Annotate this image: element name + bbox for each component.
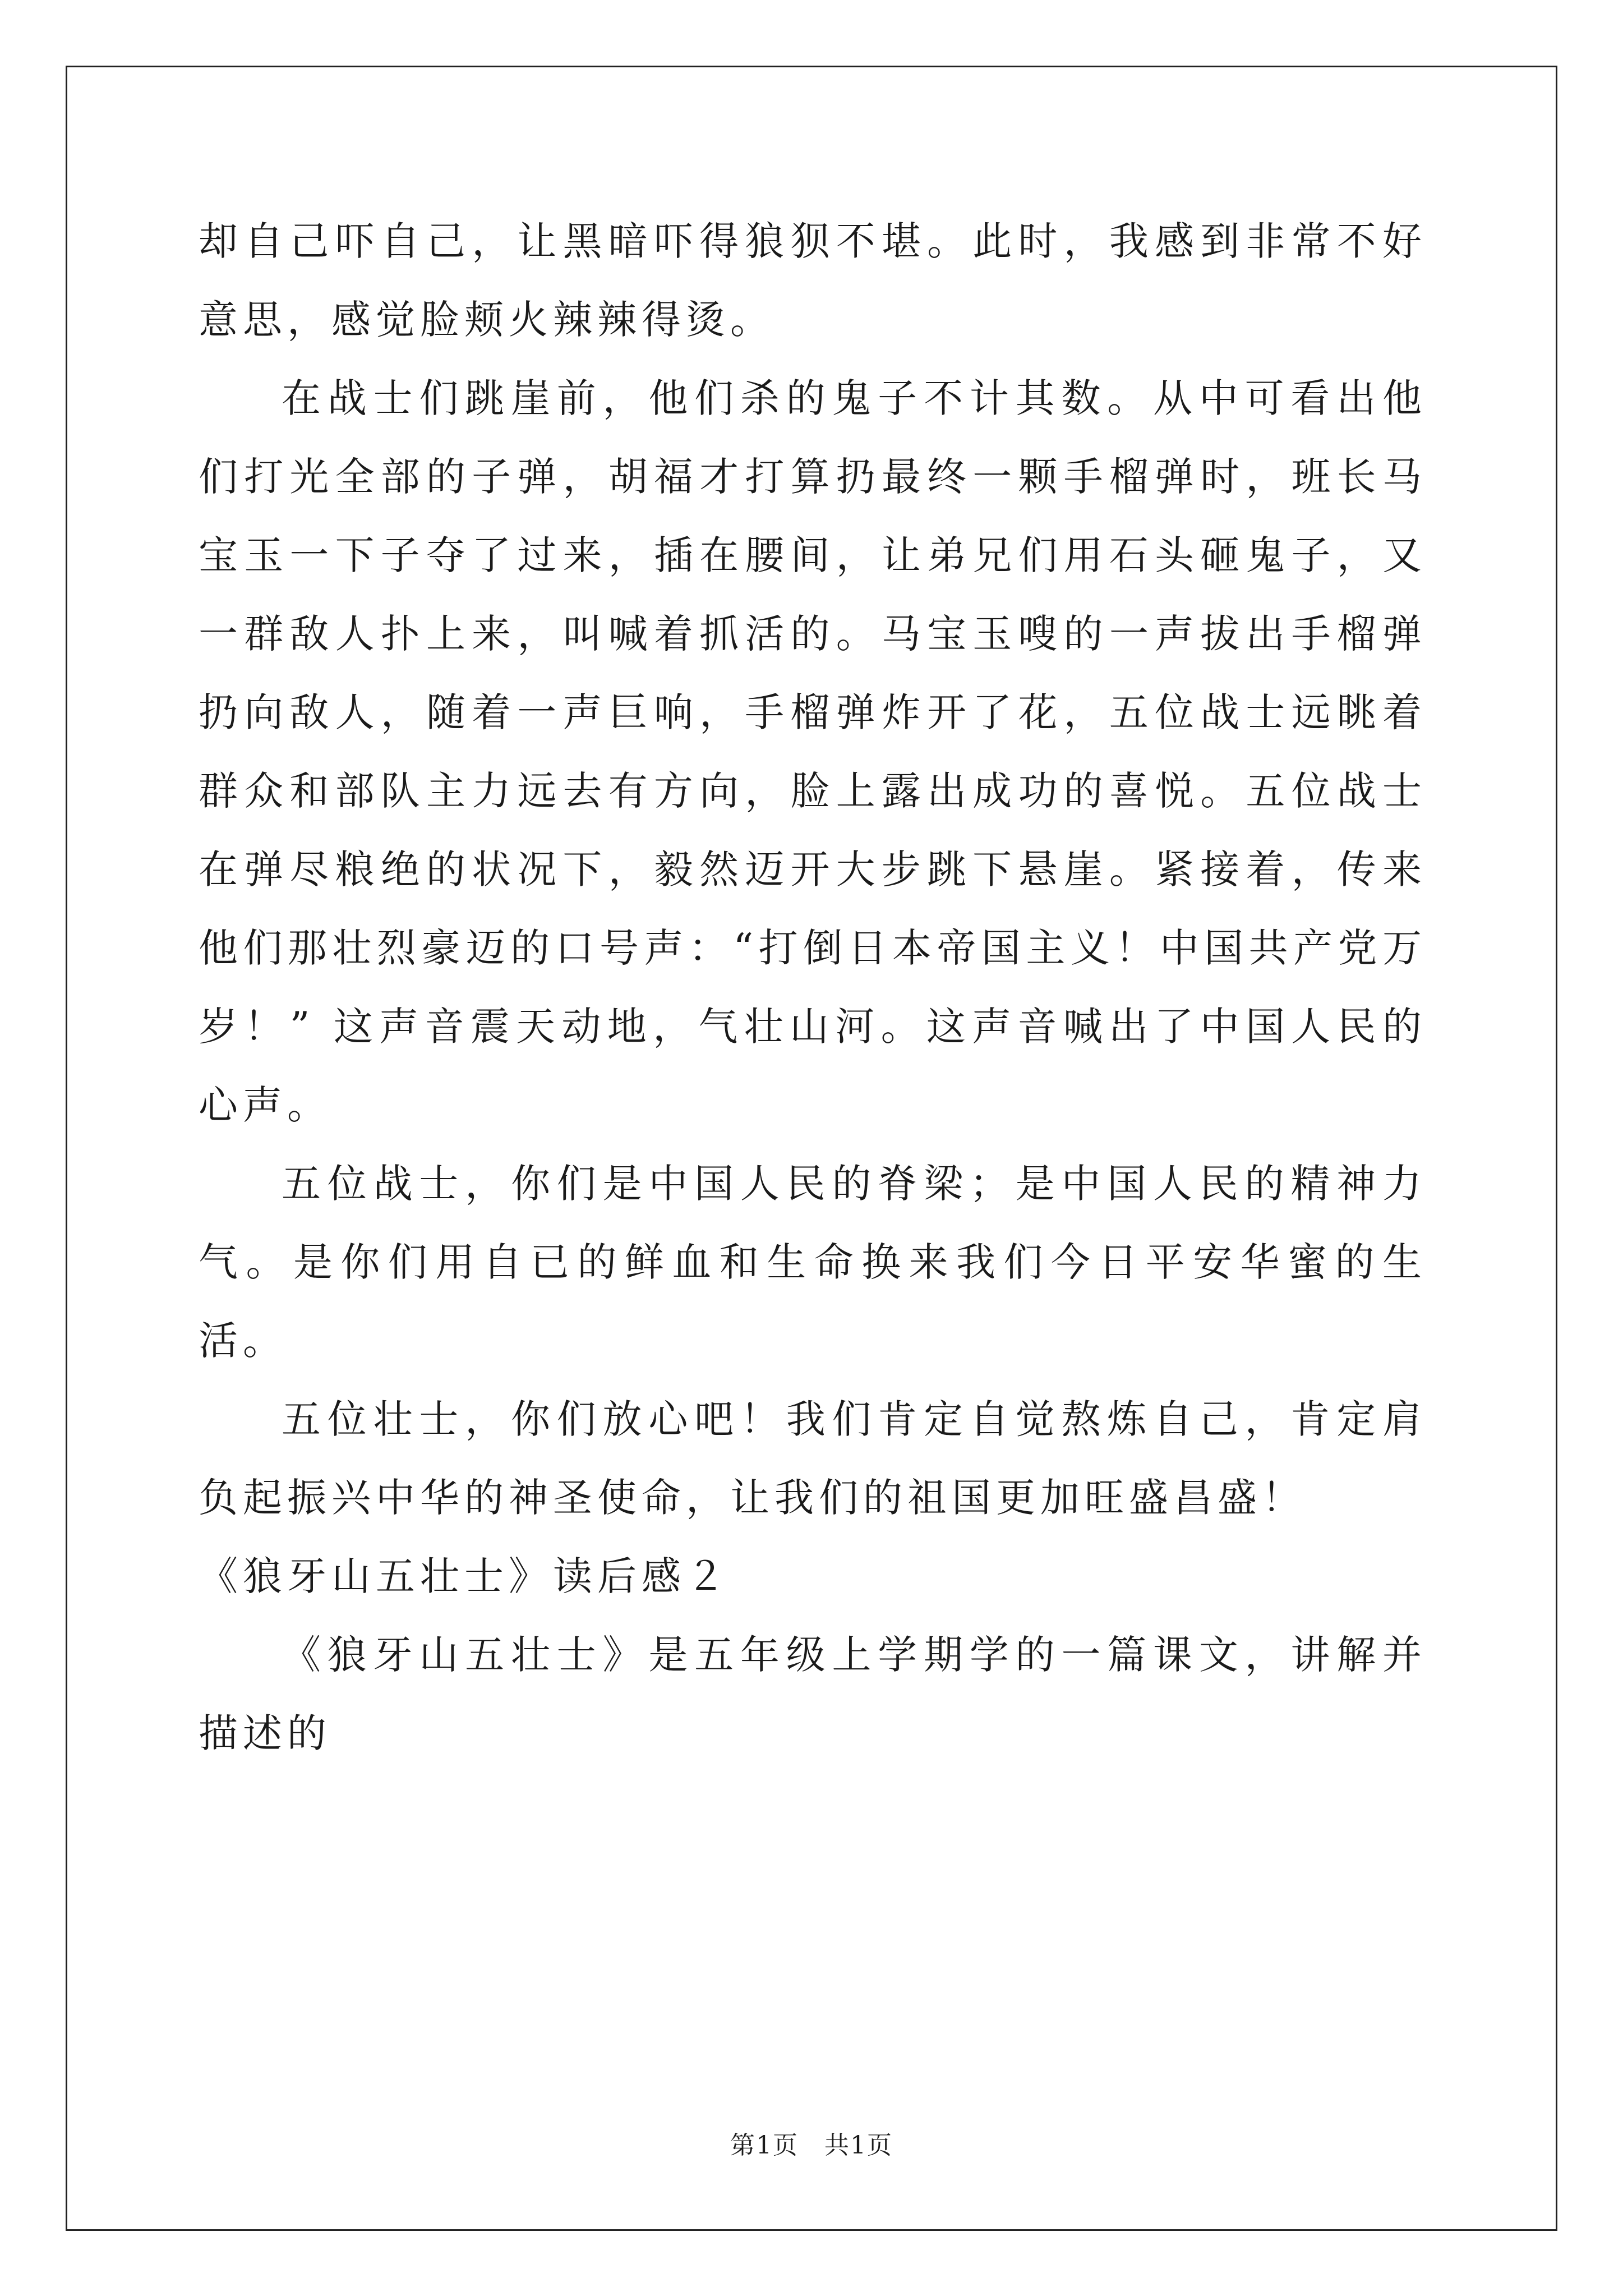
paragraph-3: 五位战士，你们是中国人民的脊梁；是中国人民的精神力气。是你们用自已的鲜血和生命换来我们今日平安华蜜的生活。 <box>199 1161 1427 1364</box>
paragraph-5: 《狼牙山五壮士》是五年级上学期学的一篇课文，讲解并描述的 <box>199 1632 1427 1756</box>
paragraph-2: 在战士们跳崖前，他们杀的鬼子不计其数。从中可看出他们打光全部的子弹，胡福才打算扔最终一颗手榴弹时，班长马宝玉一下子夺了过来，插在腰间，让弟兄们用石头砸鬼子，又一群敌人扑上来，叫喊着抓活的。马宝玉嗖的一声拔出手榴弹扔向敌人，随着一声巨响，手榴弹炸开了花，五位战士远眺着群众和部队主力远去有方向，脸上露出成功的喜悦。五位战士在弹尽粮绝的状况下，毅然迈开大步跳下悬崖。紧接着，传来他们那壮烈豪迈的口号声：“打倒日本帝国主义！中国共产党万岁！” 这声音震天动地，气壮山河。这声音喊出了中国人民的心声。 <box>199 375 1427 1128</box>
page-footer: 第1页 共1页 <box>730 2131 893 2160</box>
section-heading: 《狼牙山五壮士》读后感２ <box>199 1553 730 1599</box>
paragraph-1: 却自己吓自己，让黑暗吓得狼狈不堪。此时，我感到非常不好意思，感觉脸颊火辣辣得烫。 <box>199 218 1427 343</box>
paragraph-4: 五位壮士，你们放心吧！我们肯定自觉熬炼自己，肯定肩负起振兴中华的神圣使命，让我们的祖国更加旺盛昌盛！ <box>199 1396 1427 1521</box>
document-body <box>199 202 1427 1773</box>
